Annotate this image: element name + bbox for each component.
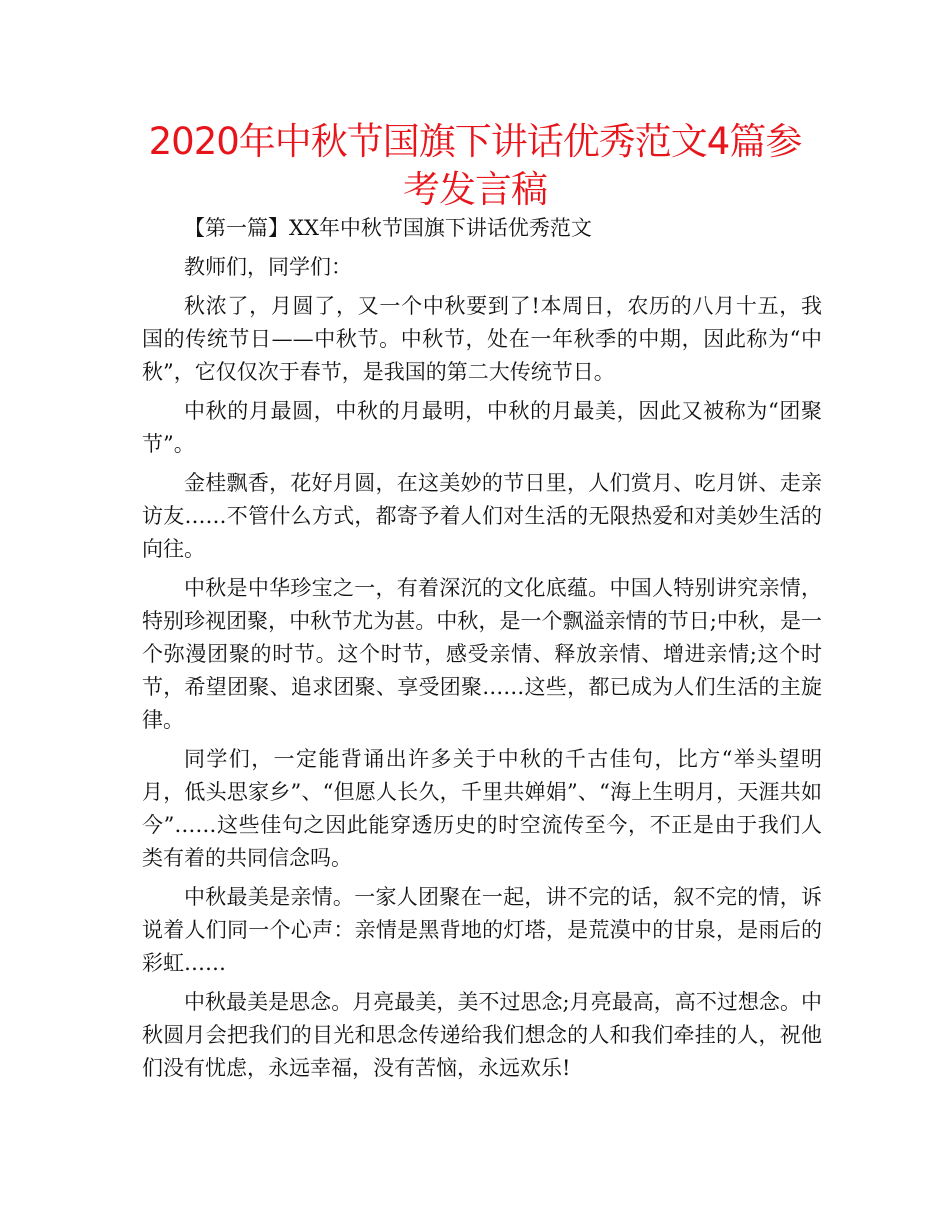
paragraph-2: 中秋的月最圆，中秋的月最明，中秋的月最美，因此又被称为“团聚节”。: [142, 399, 822, 456]
document-body: [142, 212, 822, 1085]
paragraph-3: 金桂飘香，花好月圆，在这美妙的节日里，人们赏月、吃月饼、走亲访友……不管什么方式，都寄予着人们对生活的无限热爱和对美妙生活的向往。: [142, 471, 822, 561]
paragraph-5: 同学们，一定能背诵出许多关于中秋的千古佳句，比方“举头望明月，低头思家乡”、“但愿人长久，千里共婵娟”、“海上生明月，天涯共如今”……这些佳句之因此能穿透历史的时空流传至今，不正是由于我们人类有着的共同信念吗。: [142, 747, 822, 870]
section-heading: 【第一篇】XX年中秋节国旗下讲话优秀范文: [184, 216, 592, 240]
paragraph-7: 中秋最美是思念。月亮最美，美不过思念;月亮最高，高不过想念。中秋圆月会把我们的目光和思念传递给我们想念的人和我们牵挂的人，祝他们没有忧虑，永远幸福，没有苦恼，永远欢乐!: [142, 990, 822, 1080]
title-line-2: 考发言稿: [403, 168, 547, 211]
paragraph-6: 中秋最美是亲情。一家人团聚在一起，讲不完的话，叙不完的情，诉说着人们同一个心声：亲情是黑背地的灯塔，是荒漠中的甘泉，是雨后的彩虹……: [142, 885, 822, 975]
document-title: [130, 118, 820, 214]
paragraph-1: 秋浓了，月圆了，又一个中秋要到了!本周日，农历的八月十五，我国的传统节日——中秋节。中秋节，处在一年秋季的中期，因此称为“中秋”，它仅仅次于春节，是我国的第二大传统节日。: [142, 294, 822, 384]
greeting: 教师们，同学们：: [184, 255, 352, 279]
paragraph-4: 中秋是中华珍宝之一，有着深沉的文化底蕴。中国人特别讲究亲情，特别珍视团聚，中秋节尤为甚。中秋，是一个飘溢亲情的节日;中秋，是一个弥漫团聚的时节。这个时节，感受亲情、释放亲情、增进亲情;这个时节，希望团聚、追求团聚、享受团聚……这些，都已成为人们生活的主旋律。: [142, 576, 822, 732]
title-line-1: 2020年中秋节国旗下讲话优秀范文4篇参: [148, 120, 802, 163]
